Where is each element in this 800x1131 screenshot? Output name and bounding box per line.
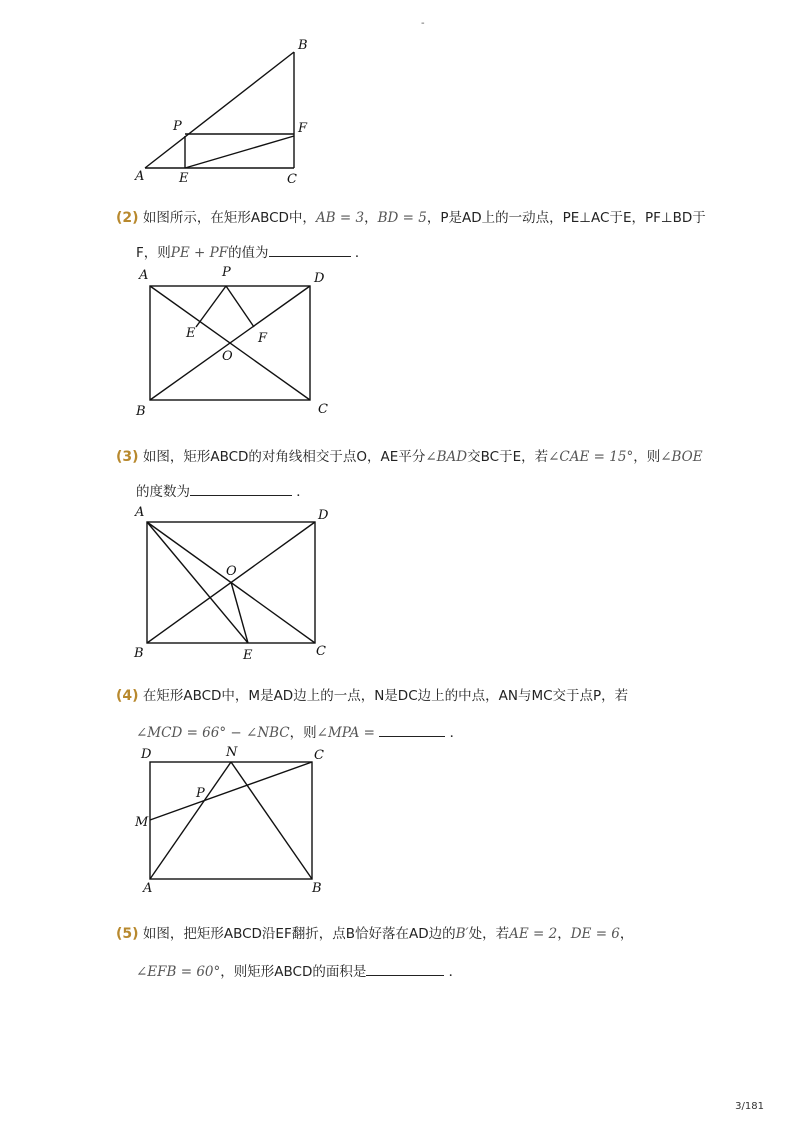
label-f: F bbox=[298, 121, 308, 136]
q5-line1: (5) 如图，把矩形ABCD沿EF翻折，点B恰好落在AD边的B′处，若AE = 2，DE = 6， bbox=[116, 926, 634, 942]
svg-text:B: B bbox=[312, 881, 322, 896]
segment-ef bbox=[185, 136, 294, 168]
label-a: A bbox=[135, 169, 145, 184]
svg-text:A: A bbox=[139, 268, 149, 283]
answer-blank[interactable] bbox=[190, 481, 292, 496]
figure-triangle bbox=[0, 0, 800, 200]
svg-text:D: D bbox=[141, 747, 152, 762]
svg-text:A: A bbox=[143, 881, 153, 896]
q3-line2: 的度数为 ． bbox=[136, 481, 310, 502]
header-mark: - bbox=[421, 18, 425, 29]
svg-text:P: P bbox=[222, 265, 231, 280]
q2-number: (2) bbox=[116, 210, 139, 226]
svg-text:D: D bbox=[318, 508, 329, 523]
q2-line1: (2) 如图所示，在矩形ABCD中，AB = 3，BD = 5，P是AD上的一动点，PE⊥AC于E，PF⊥BD于 bbox=[116, 210, 706, 226]
svg-text:O: O bbox=[226, 564, 237, 579]
answer-blank[interactable] bbox=[366, 961, 444, 976]
label-p: P bbox=[173, 119, 182, 134]
page-number: 3/181 bbox=[735, 1101, 764, 1112]
figure-q4 bbox=[0, 742, 800, 902]
segment-ab bbox=[145, 52, 294, 168]
svg-text:N: N bbox=[226, 745, 238, 760]
answer-blank[interactable] bbox=[379, 722, 445, 737]
svg-text:O: O bbox=[222, 349, 233, 364]
label-e: E bbox=[179, 171, 189, 186]
figure-q3 bbox=[0, 500, 800, 670]
q3-number: (3) bbox=[116, 449, 139, 465]
label-b: B bbox=[298, 38, 308, 53]
q2-line2: F，则PE + PF的值为 ． bbox=[136, 242, 368, 263]
q3-line1: (3) 如图，矩形ABCD的对角线相交于点O，AE平分∠BAD交BC于E，若∠CAE = 15°，则∠BOE bbox=[116, 449, 703, 465]
q4-number: (4) bbox=[116, 688, 139, 704]
figure-q2 bbox=[0, 262, 800, 422]
q5-number: (5) bbox=[116, 926, 139, 942]
svg-text:B: B bbox=[134, 646, 144, 661]
label-c: C bbox=[287, 172, 297, 187]
svg-text:E: E bbox=[186, 326, 196, 341]
answer-blank[interactable] bbox=[269, 242, 351, 257]
q5-line2: ∠EFB = 60°，则矩形ABCD的面积是 ． bbox=[136, 961, 462, 982]
svg-text:B: B bbox=[136, 404, 146, 419]
svg-text:M: M bbox=[135, 815, 149, 830]
svg-text:C: C bbox=[316, 644, 326, 659]
q4-line1: (4) 在矩形ABCD中，M是AD边上的一点，N是DC边上的中点，AN与MC交于点P，若 bbox=[116, 688, 629, 704]
svg-text:A: A bbox=[135, 505, 145, 520]
svg-text:C: C bbox=[318, 402, 328, 417]
q4-line2: ∠MCD = 66° − ∠NBC，则∠MPA = ． bbox=[136, 722, 463, 743]
svg-text:C: C bbox=[314, 748, 324, 763]
svg-text:P: P bbox=[196, 786, 205, 801]
svg-text:D: D bbox=[314, 271, 325, 286]
svg-text:F: F bbox=[258, 331, 268, 346]
svg-text:E: E bbox=[243, 648, 253, 663]
